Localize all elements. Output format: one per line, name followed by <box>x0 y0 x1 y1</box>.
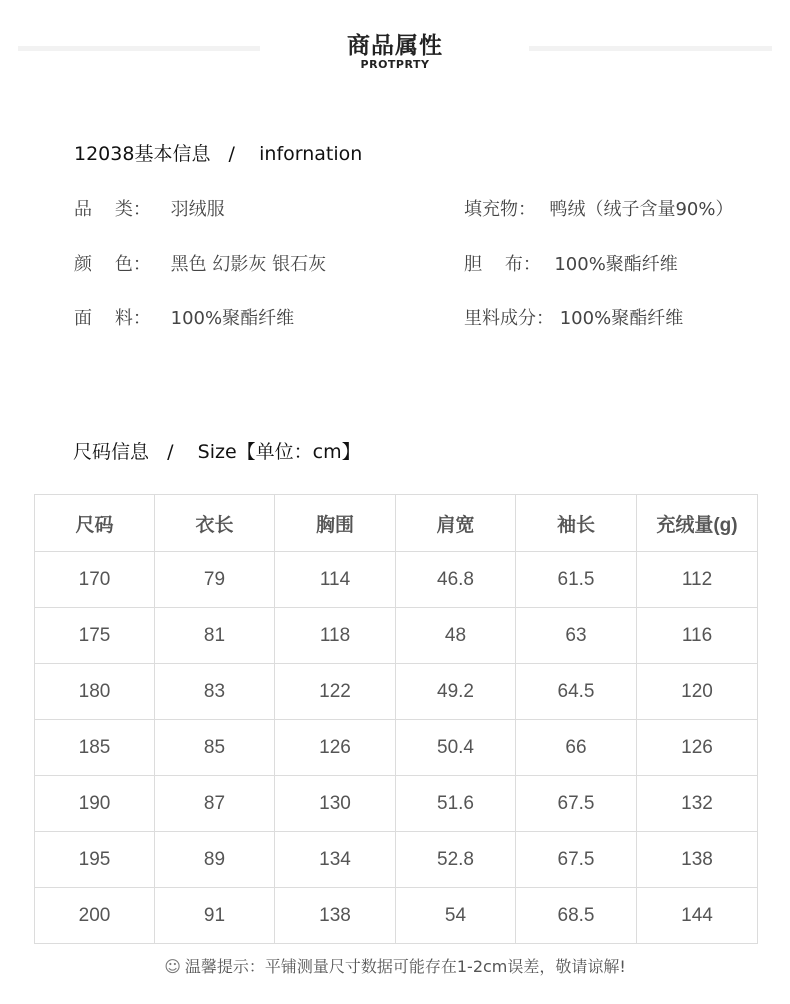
table-cell: 52.8 <box>396 832 516 888</box>
table-row <box>35 832 758 888</box>
column-header: 肩宽 <box>396 495 516 552</box>
attr-label: 胆 布： <box>464 254 547 275</box>
table-cell: 132 <box>637 776 758 832</box>
table-cell: 66 <box>516 720 637 776</box>
table-cell: 48 <box>396 608 516 664</box>
table-cell: 126 <box>275 720 396 776</box>
attr-label: 填充物： <box>464 199 542 220</box>
attr-label: 品 类： <box>74 199 151 220</box>
attr-category <box>74 195 225 221</box>
attr-value: 黑色 幻影灰 银石灰 <box>170 254 327 275</box>
table-cell: 85 <box>155 720 275 776</box>
table-row <box>35 608 758 664</box>
attr-value: 鸭绒（绒子含量90%） <box>549 199 734 220</box>
table-cell: 89 <box>155 832 275 888</box>
table-cell: 138 <box>275 888 396 944</box>
footer-note <box>0 954 790 977</box>
attr-value: 羽绒服 <box>170 199 225 220</box>
table-cell: 112 <box>637 552 758 608</box>
table-cell: 64.5 <box>516 664 637 720</box>
table-cell: 83 <box>155 664 275 720</box>
size-info-heading: 尺码信息 / Size【单位：cm】 <box>73 441 361 463</box>
table-cell: 50.4 <box>396 720 516 776</box>
table-cell: 120 <box>637 664 758 720</box>
attr-label: 颜 色： <box>74 254 151 275</box>
table-row <box>35 888 758 944</box>
table-cell: 170 <box>35 552 155 608</box>
table-cell: 195 <box>35 832 155 888</box>
attr-inner-material <box>464 304 683 330</box>
smile-icon: ☺ <box>164 957 181 976</box>
table-cell: 68.5 <box>516 888 637 944</box>
page-title: 商品属性 <box>347 33 443 59</box>
attr-label: 面 料： <box>74 308 151 329</box>
column-header: 胸围 <box>275 495 396 552</box>
attr-label: 里料成分： <box>464 308 554 329</box>
basic-info-heading: 12038基本信息 / infornation <box>74 143 363 165</box>
attr-value: 100%聚酯纤维 <box>170 308 295 329</box>
table-cell: 79 <box>155 552 275 608</box>
attr-value: 100%聚酯纤维 <box>554 254 678 275</box>
attr-color <box>74 250 326 276</box>
table-cell: 175 <box>35 608 155 664</box>
attr-filling <box>464 195 733 221</box>
table-cell: 144 <box>637 888 758 944</box>
table-row <box>35 776 758 832</box>
attr-fabric <box>74 304 294 330</box>
table-cell: 63 <box>516 608 637 664</box>
table-cell: 180 <box>35 664 155 720</box>
page-subtitle: PROTPRTY <box>360 58 430 71</box>
table-cell: 54 <box>396 888 516 944</box>
table-row <box>35 720 758 776</box>
column-header: 充绒量(g) <box>637 495 758 552</box>
table-cell: 67.5 <box>516 832 637 888</box>
footer-text: 温馨提示：平铺测量尺寸数据可能存在1-2cm误差，敬请谅解! <box>184 957 626 976</box>
table-cell: 91 <box>155 888 275 944</box>
column-header: 尺码 <box>35 495 155 552</box>
attr-value: 100%聚酯纤维 <box>559 308 684 329</box>
table-cell: 185 <box>35 720 155 776</box>
table-cell: 114 <box>275 552 396 608</box>
table-cell: 81 <box>155 608 275 664</box>
table-cell: 61.5 <box>516 552 637 608</box>
table-cell: 46.8 <box>396 552 516 608</box>
table-cell: 126 <box>637 720 758 776</box>
table-cell: 51.6 <box>396 776 516 832</box>
attr-lining <box>464 250 678 276</box>
column-header: 袖长 <box>516 495 637 552</box>
table-cell: 200 <box>35 888 155 944</box>
table-cell: 118 <box>275 608 396 664</box>
column-header: 衣长 <box>155 495 275 552</box>
size-table <box>34 494 758 944</box>
table-cell: 138 <box>637 832 758 888</box>
table-cell: 67.5 <box>516 776 637 832</box>
table-cell: 134 <box>275 832 396 888</box>
table-cell: 122 <box>275 664 396 720</box>
table-cell: 116 <box>637 608 758 664</box>
table-cell: 87 <box>155 776 275 832</box>
table-row <box>35 664 758 720</box>
table-cell: 190 <box>35 776 155 832</box>
table-cell: 49.2 <box>396 664 516 720</box>
table-cell: 130 <box>275 776 396 832</box>
table-row <box>35 552 758 608</box>
table-header-row <box>35 495 758 552</box>
